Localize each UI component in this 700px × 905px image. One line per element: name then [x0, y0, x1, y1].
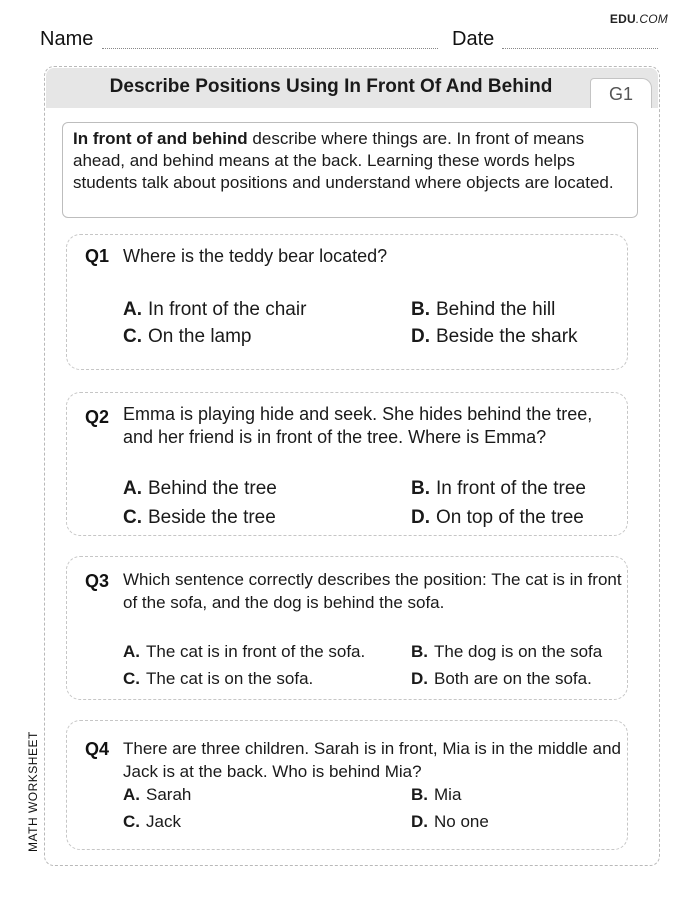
brand-name: EDU — [609, 12, 636, 26]
brand-logo — [610, 12, 668, 26]
name-label: Name — [40, 28, 94, 50]
question-number: Q1 — [85, 246, 110, 266]
question-2 — [66, 392, 628, 536]
question-text: There are three children. Sarah is in front, Mia is in the middle and Jack is at the back. Who is behind Mia? — [123, 739, 621, 781]
option-c[interactable]: C. On the lamp — [123, 326, 252, 347]
intro-text: describe where things are. In front of means ahead, and behind means at the back. Learning these words helps students talk about positions and understand where objects are located. — [73, 129, 614, 192]
option-d[interactable]: D. Beside the shark — [411, 326, 578, 347]
option-b[interactable]: B. Behind the hill — [411, 299, 556, 320]
option-c[interactable]: C. Beside the tree — [123, 507, 276, 528]
question-text: Where is the teddy bear located? — [123, 246, 388, 266]
date-label: Date — [452, 28, 495, 50]
brand-suffix: .COM — [635, 12, 668, 26]
name-line[interactable] — [102, 48, 438, 49]
option-a[interactable]: A. The cat is in front of the sofa. — [123, 642, 366, 661]
option-a[interactable]: A. Behind the tree — [123, 478, 277, 499]
question-text: Which sentence correctly describes the position: The cat is in front of the sofa, and the dog is behind the sofa. — [123, 570, 622, 612]
grade-badge: G1 — [590, 78, 652, 108]
option-d[interactable]: D. Both are on the sofa. — [411, 669, 592, 688]
question-1 — [66, 234, 628, 370]
intro-bold: In front of and behind — [73, 129, 248, 148]
option-b[interactable]: B. In front of the tree — [411, 478, 586, 499]
question-number: Q4 — [85, 739, 110, 759]
side-label: MATH WORKSHEET — [26, 731, 40, 852]
question-text: Emma is playing hide and seek. She hides behind the tree, and her friend is in front of the tree. Where is Emma? — [123, 404, 593, 447]
option-a[interactable]: A. Sarah — [123, 785, 192, 804]
question-number: Q3 — [85, 571, 110, 591]
option-b[interactable]: B. Mia — [411, 785, 462, 804]
option-d[interactable]: D. No one — [411, 812, 489, 831]
intro-box — [62, 122, 638, 218]
option-c[interactable]: C. Jack — [123, 812, 181, 831]
worksheet-title: Describe Positions Using In Front Of And Behind — [109, 76, 553, 97]
option-d[interactable]: D. On top of the tree — [411, 507, 584, 528]
name-date-row — [40, 28, 658, 54]
option-b[interactable]: B. The dog is on the sofa — [411, 642, 603, 661]
question-number: Q2 — [85, 407, 110, 427]
option-c[interactable]: C. The cat is on the sofa. — [123, 669, 314, 688]
date-line[interactable] — [502, 48, 658, 49]
question-4 — [66, 720, 628, 850]
option-a[interactable]: A. In front of the chair — [123, 299, 307, 320]
question-3 — [66, 556, 628, 700]
title-bar — [46, 68, 658, 108]
